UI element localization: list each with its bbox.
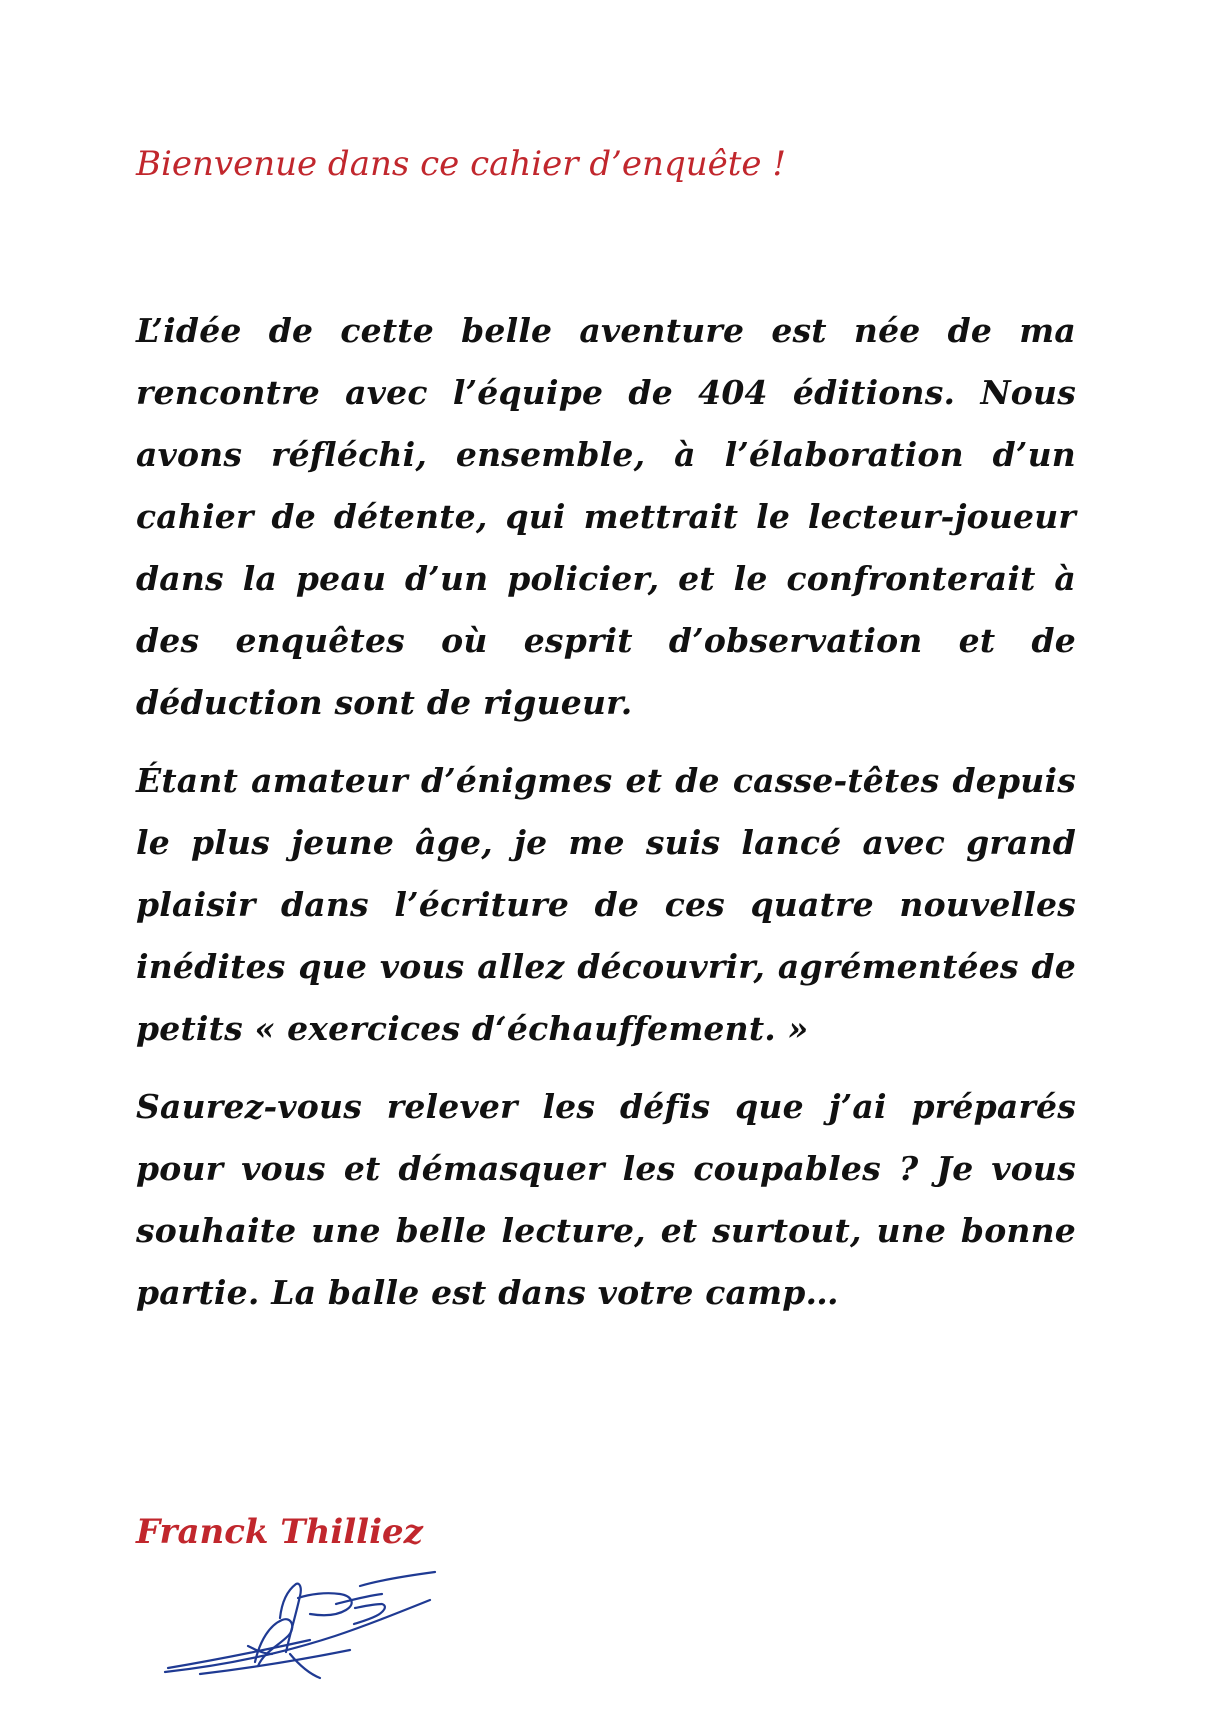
paragraph-1: L’idée de cette belle aventure est née de ma rencontre avec l’équipe de 404 éditions. Nous avons réfléchi, ensemble, à l’élaboration d’un cahier de détente, qui mettrait le lecteur-joueur dans la peau d’un policier, et le confronterait à des enquêtes où esprit d’observation et de déduction sont de rigueur. [136,311,1076,722]
body-text [136,300,1076,1340]
paragraph-3: Saurez-vous relever les défis que j’ai préparés pour vous et démasquer les coupables ? Je vous souhaite une belle lecture, et surtout, une bonne partie. La balle est dans votre camp… [136,1087,1076,1312]
page-title: Bienvenue dans ce cahier d’enquête ! [136,144,786,184]
author-name: Franck Thilliez [136,1512,423,1552]
paragraph-2: Étant amateur d’énigmes et de casse-têtes depuis le plus jeune âge, je me suis lancé avec grand plaisir dans l’écriture de ces quatre nouvelles inédites que vous allez découvrir, agrémentées de petits « exercices d‘échauffement. » [136,761,1076,1048]
signature-icon [160,1570,450,1680]
